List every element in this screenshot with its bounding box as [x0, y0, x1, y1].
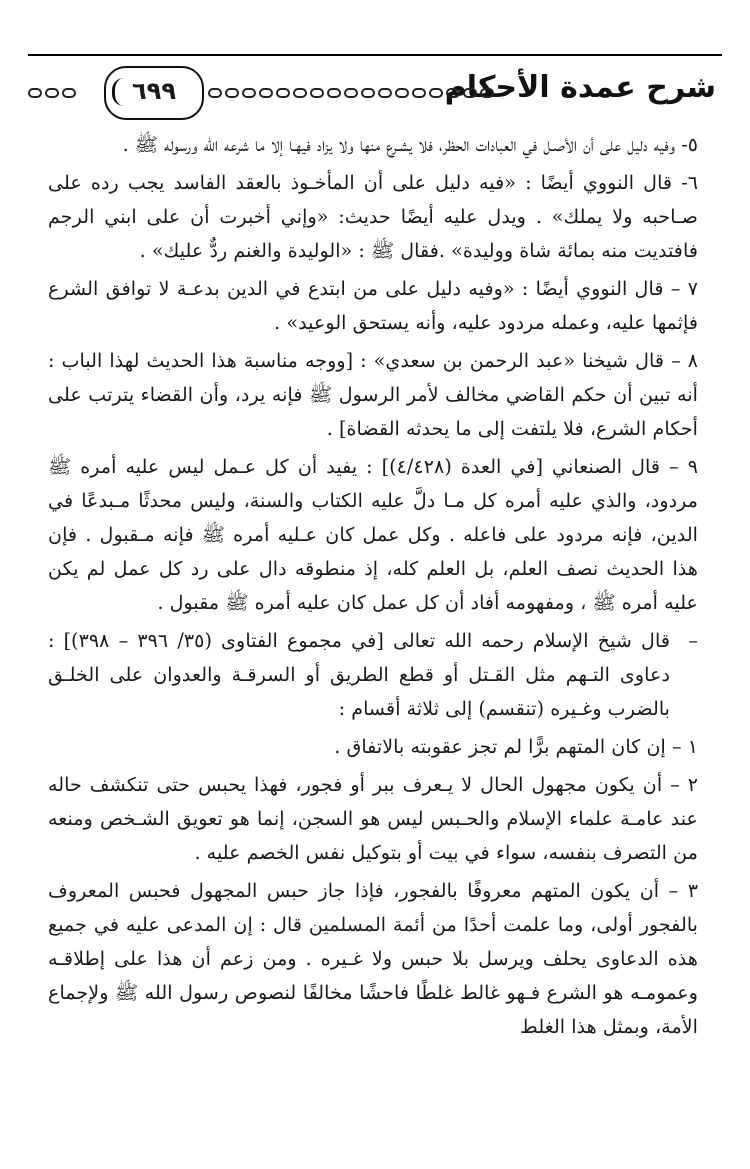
- chain-link-icon: [327, 88, 341, 98]
- chain-link-icon: [429, 88, 443, 98]
- decorative-chain-left: [28, 86, 76, 100]
- paragraph-point-7: ٧ – قال النووي أيضًا : «وفيه دليل على من ابتدع في الدين بدعـة لا توافق الشرع فإثمها عليه، وعمله مردود عليه، وأنه يستحق الوعيد» .: [48, 277, 698, 334]
- chain-link-icon: [28, 88, 42, 98]
- paragraph-point-5: ٥- وفيه دليل على أن الأصـل في العبادات الحظر، فلا يشـرع منها ولا يزاد فيهـا إلا ما شرعه الله ورسوله ﷺ .: [122, 133, 698, 156]
- chain-link-icon: [242, 88, 256, 98]
- paragraph-point-6: ٦- قال النووي أيضًا : «فيه دليل على أن المأخـوذ بالعقد الفاسد يجب رده على صـاحبه ولا يملك» . ويدل عليه أيضًا حديث: «وإني أخبرت أن على ابني الرجم فافتديت منه بمائة شاة ووليدة» .فقال ﷺ : «الوليدة والغنم ردٌّ عليك» .: [48, 171, 698, 262]
- paragraph-point-8: ٨ – قال شيخنا «عبد الرحمن بن سعدي» : [ووجه مناسبة هذا الحديث لهذا الباب : أنه تبين أن حكم القاضي مخالف لأمر الرسول ﷺ فإنه يرد، وأن القضاء يترتب على أحكام الشرع، فلا يلتفت إلى ما يحدثه القضاة] .: [48, 349, 698, 440]
- chain-link-icon: [293, 88, 307, 98]
- chain-link-icon: [463, 88, 477, 98]
- chain-link-icon: [344, 88, 358, 98]
- section-2: ٢ – أن يكون مجهول الحال لا يـعرف ببر أو فجور، فهذا يحبس حتى تنكشف حاله عند عامـة علماء الإسلام والحـبس ليس هو السجن، إنما هو تعويق الشـخص ومنعه من التصرف بنفسه، سواء في بيت أو بتوكيل نفس الخصم عليه .: [48, 773, 698, 864]
- header-rule: [28, 54, 722, 56]
- book-title: شرح عمدة الأحكام: [444, 70, 716, 105]
- section-3: ٣ – أن يكون المتهم معروفًا بالفجور، فإذا جاز حبس المجهول فحبس المعروف بالفجور أولى، وما علمت أحدًا من أئمة المسلمين قال : إن المدعى عليه في جميع هذه الدعاوى يحلف ويرسل بلا حبس ولا غـيره . ومن زعم أن هذا على إطلاقـه وعمومـه هو الشرع فـهو غالط غلطًا فاحشًا مخالفًا لنصوص رسول الله ﷺ ولإجماع الأمة، وبمثل هذا الغلط: [48, 879, 698, 1038]
- chain-link-icon: [225, 88, 239, 98]
- chain-link-icon: [62, 88, 76, 98]
- decorative-chain-middle: [208, 86, 494, 100]
- paragraph-ibn-taymiyyah: [48, 624, 698, 726]
- chain-link-icon: [446, 88, 460, 98]
- paragraph-point-9: ٩ – قال الصنعاني [في العدة (٤/٤٢٨)] : يفيد أن كل عـمل ليس عليه أمره ﷺ مردود، والذي عليه أمره كل مـا دلَّ عليه الكتاب والسنة، وليس محدثًا مـبدعًا في الدين، فإنه مردود على فاعله . وكل عمل كان عـليه أمره ﷺ فإنه مـقبول . فإن هذا الحديث نصف العلم، بل العلم كله، إذ منطوقه دال على رد كل عمل لم يكن عليه أمره ﷺ ، ومفهومه أفاد أن كل عمل كان عليه أمره ﷺ مقبول .: [48, 455, 698, 614]
- chain-link-icon: [361, 88, 375, 98]
- section-1: ١ – إن كان المتهم برًّا لم تجز عقوبته بالاتفاق .: [334, 735, 698, 758]
- chain-link-icon: [378, 88, 392, 98]
- body-text: [48, 128, 698, 1048]
- chain-link-icon: [395, 88, 409, 98]
- chain-link-icon: [480, 88, 494, 98]
- chain-link-icon: [208, 88, 222, 98]
- dash-marker: –: [688, 629, 698, 652]
- page-header: [28, 66, 722, 126]
- chain-link-icon: [45, 88, 59, 98]
- chain-link-icon: [276, 88, 290, 98]
- paragraph-ibn-taymiyyah-text: قال شيخ الإسلام رحمه الله تعالى [في مجموع الفتاوى (٣٥/ ٣٩٦ – ٣٩٨)] : دعاوى التـهم مثل القـتل أو قطع الطريق أو السرقـة والعدوان على الخلـق بالضرب وغـيره (تنقسم) إلى ثلاثة أقسام :: [48, 629, 670, 720]
- chain-link-icon: [412, 88, 426, 98]
- chain-link-icon: [310, 88, 324, 98]
- chain-link-icon: [259, 88, 273, 98]
- page-number: ٦٩٩: [104, 66, 204, 120]
